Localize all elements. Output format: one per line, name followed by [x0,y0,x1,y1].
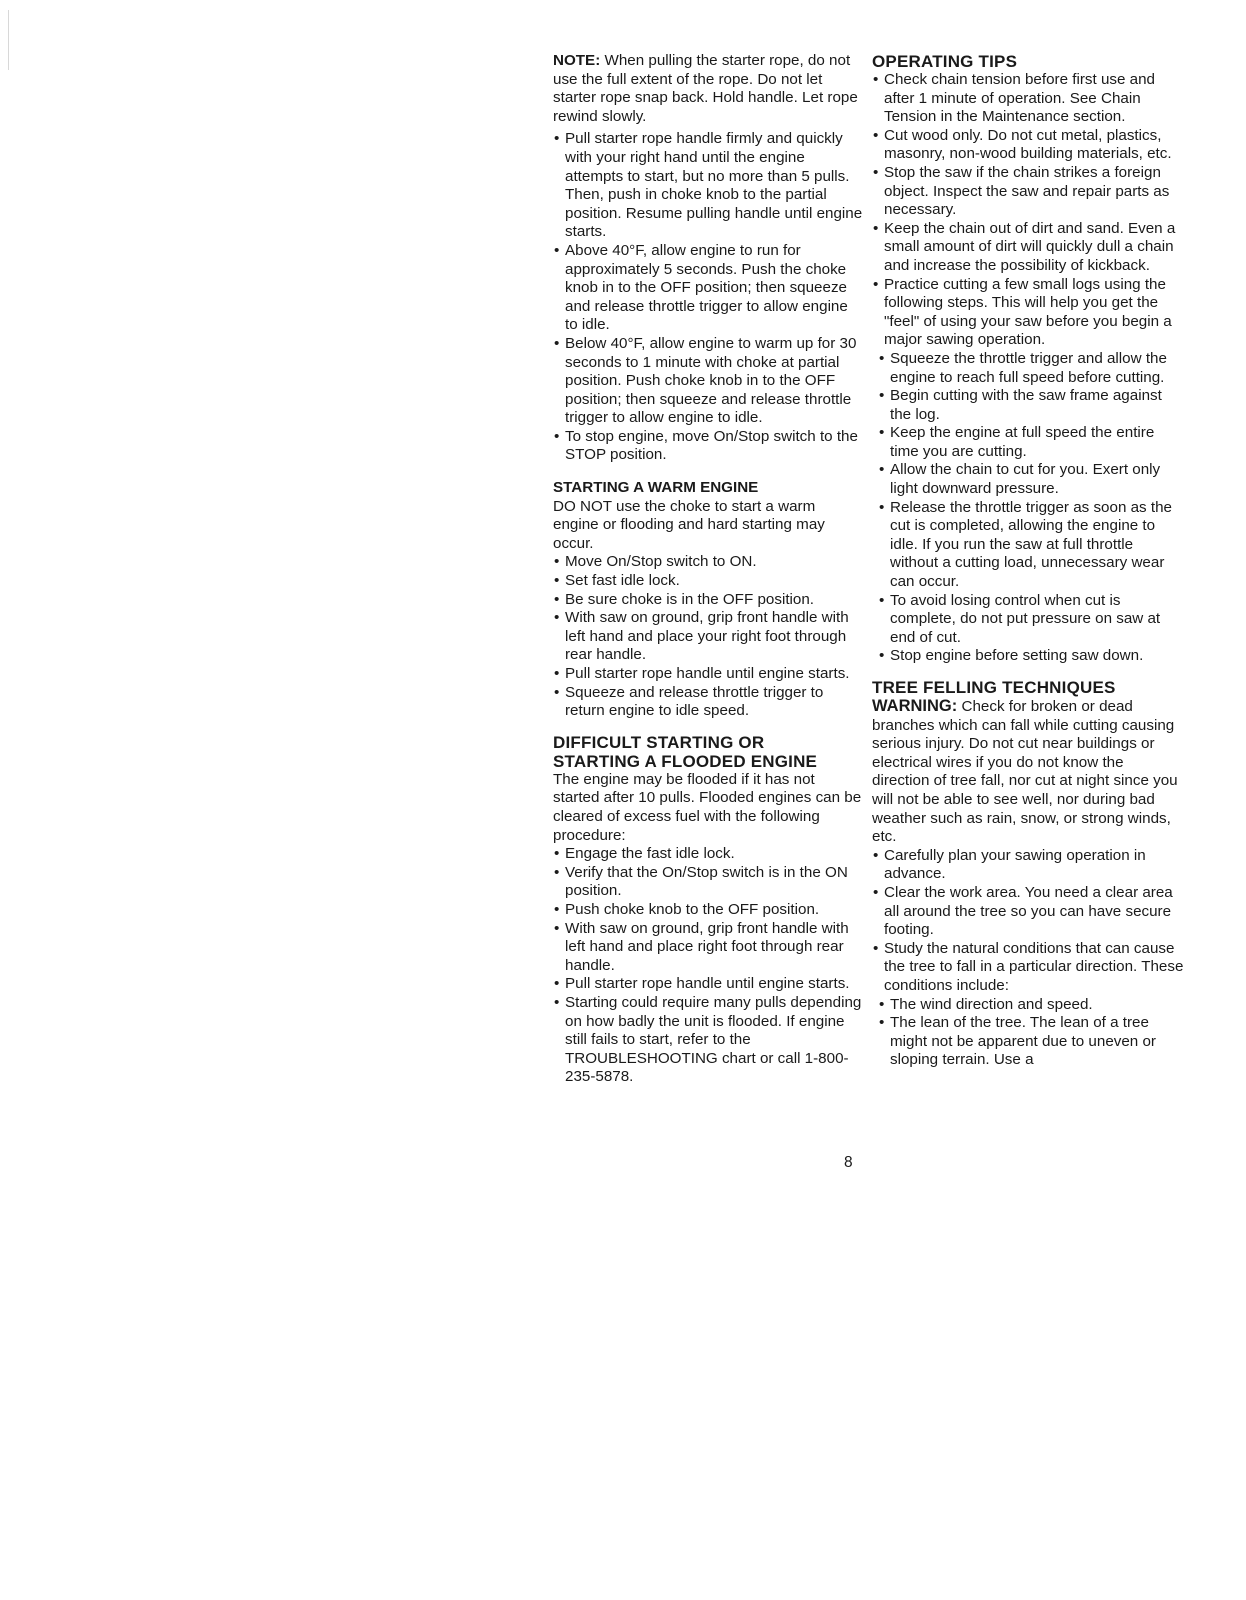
list-item: • To stop engine, move On/Stop switch to the STOP position. [553,428,863,465]
felling-steps-list [872,847,1184,996]
warm-engine-intro: DO NOT use the choke to start a warm engine or flooding and hard starting may occur. [553,497,825,552]
list-item: • Keep the engine at full speed the entire time you are cutting. [878,424,1184,461]
list-item: • Pull starter rope handle until engine starts. [553,975,863,994]
list-item: • Verify that the On/Stop switch is in the ON position. [553,864,863,901]
list-item: • Be sure choke is in the OFF position. [553,591,863,610]
list-item: • Clear the work area. You need a clear area all around the tree so you can have secure footing. [872,884,1184,940]
list-item: • Move On/Stop switch to ON. [553,553,863,572]
list-item: • Begin cutting with the saw frame against the log. [878,387,1184,424]
warning-paragraph [872,697,1184,847]
list-item: • Stop the saw if the chain strikes a foreign object. Inspect the saw and repair parts as necessary. [872,164,1184,220]
list-item: • Pull starter rope handle firmly and quickly with your right hand until the engine attempts to start, but no more than 5 pulls. Then, push in choke knob to the partial position. Resume pulling handle until engine starts. [553,130,863,242]
list-item: • The wind direction and speed. [878,996,1184,1015]
conditions-list [878,996,1184,1070]
list-item: • Practice cutting a few small logs using the following steps. This will help you get the "feel" of using your saw before you begin a major sawing operation. [872,276,1184,350]
list-item: • Pull starter rope handle until engine starts. [553,665,863,684]
operating-tips-heading: OPERATING TIPS [872,52,1018,71]
warm-steps-list [553,553,863,720]
list-item: • Release the throttle trigger as soon as the cut is completed, allowing the engine to idle. If you run the saw at full throttle without a cutting load, unnecessary wear can occur. [878,499,1184,592]
start-steps-list [553,130,863,465]
list-item: • To avoid losing control when cut is complete, do not put pressure on saw at end of cut. [878,592,1184,648]
flooded-steps-list [553,845,863,1087]
right-column [872,52,1184,1070]
warning-text: Check for broken or dead branches which can fall while cutting causing serious injury. Do not cut near buildings or electrical wires if you do not know the direction of tree fall, nor cut at night since you will not be able to see well, nor during bad weather such as rain, snow, or strong winds, etc. [872,698,1178,846]
list-item: • Squeeze and release throttle trigger to return engine to idle speed. [553,684,863,721]
tree-felling-heading: TREE FELLING TECHNIQUES [872,678,1116,697]
warm-engine-heading: STARTING A WARM ENGINE [553,479,759,497]
flooded-engine-intro: The engine may be flooded if it has not started after 10 pulls. Flooded engines can be cleared of excess fuel with the following procedure: [553,770,862,844]
list-item: • Allow the chain to cut for you. Exert only light downward pressure. [878,461,1184,498]
note-label: NOTE: [553,52,601,69]
list-item: • The lean of the tree. The lean of a tree might not be apparent due to uneven or sloping terrain. Use a [878,1014,1184,1070]
list-item: • With saw on ground, grip front handle with left hand and place right foot through rear handle. [553,920,863,976]
list-item: • Cut wood only. Do not cut metal, plastics, masonry, non-wood building materials, etc. [872,127,1184,164]
flooded-heading-line-2: STARTING A FLOODED ENGINE [553,751,818,771]
page-number: 8 [844,1154,853,1171]
list-item: • Above 40°F, allow engine to run for approximately 5 seconds. Push the choke knob in to the OFF position; then squeeze and release throttle trigger to allow engine to idle. [553,242,863,335]
list-item: • Engage the fast idle lock. [553,845,863,864]
list-item: • Check chain tension before first use and after 1 minute of operation. See Chain Tension in the Maintenance section. [872,71,1184,127]
note-text: When pulling the starter rope, do not use the full extent of the rope. Do not let starter rope snap back. Hold handle. Let rope rewind slowly. [553,52,858,125]
list-item: • Squeeze the throttle trigger and allow the engine to reach full speed before cutting. [878,350,1184,387]
list-item: • Starting could require many pulls depending on how badly the unit is flooded. If engine still fails to start, refer to the TROUBLESHOOTING chart or call 1-800-235-5878. [553,994,863,1087]
list-item: • Set fast idle lock. [553,572,863,591]
left-column [553,52,863,1087]
list-item: • Push choke knob to the OFF position. [553,901,863,920]
margin-mark [8,10,9,70]
list-item: • With saw on ground, grip front handle with left hand and place your right foot through rear handle. [553,609,863,665]
flooded-engine-heading [553,733,863,771]
note-paragraph [553,52,863,126]
list-item: • Carefully plan your sawing operation in advance. [872,847,1184,884]
warning-label: WARNING: [872,697,958,715]
list-item: • Keep the chain out of dirt and sand. Even a small amount of dirt will quickly dull a chain and increase the possibility of kickback. [872,220,1184,276]
list-item: • Stop engine before setting saw down. [878,647,1184,666]
list-item: • Below 40°F, allow engine to warm up for 30 seconds to 1 minute with choke at partial position. Push choke knob in to the OFF position; then squeeze and release throttle trigger to allow engine to idle. [553,335,863,428]
flooded-heading-line-1: DIFFICULT STARTING OR [553,732,765,752]
operating-tips-list [872,71,1184,350]
practice-steps-list [878,350,1184,666]
list-item: • Study the natural conditions that can cause the tree to fall in a particular direction. These conditions include: [872,940,1184,996]
